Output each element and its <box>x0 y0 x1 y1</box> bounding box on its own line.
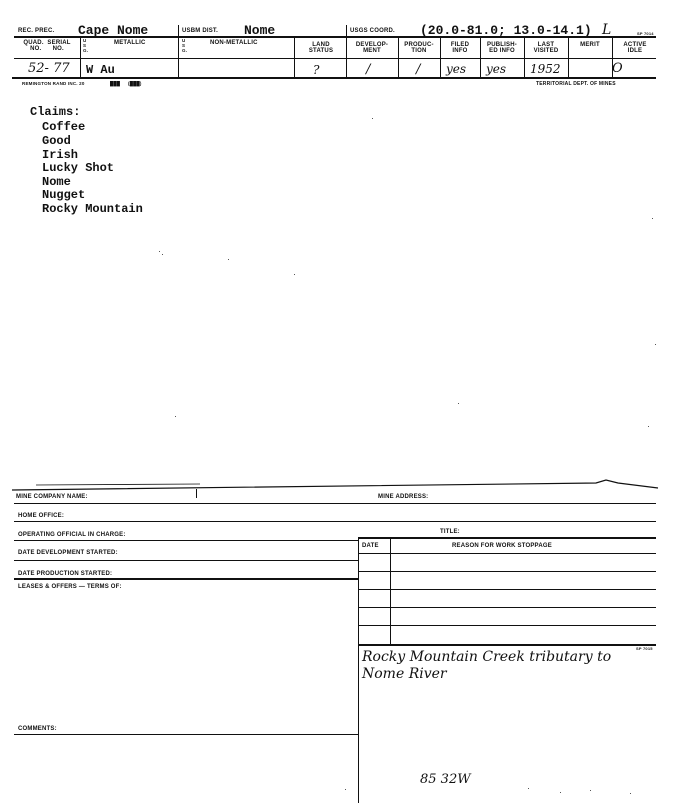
date-production-label: DATE PRODUCTION STARTED: <box>18 571 113 577</box>
usbm-dist-label: USBM DIST. <box>182 28 219 34</box>
col-land-status: LAND STATUS <box>308 42 334 54</box>
usgs-coord-value: (20.0-81.0; 13.0-14.1) <box>420 23 592 38</box>
usbm-dist-value: Nome <box>244 23 276 38</box>
claim-item: Good <box>42 134 71 148</box>
col-published-info: PUBLISH- ED INFO <box>487 42 517 54</box>
date-development-label: DATE DEVELOPMENT STARTED: <box>18 550 118 556</box>
operating-official-label: OPERATING OFFICIAL IN CHARGE: <box>18 532 126 538</box>
quad-serial-value: 52- 77 <box>28 61 70 76</box>
form-rule <box>14 578 358 580</box>
development-value: / <box>366 62 371 77</box>
corner-mark: L <box>602 22 612 38</box>
handwritten-bottom-number: 85 32W <box>420 772 471 787</box>
col-metallic: METALLIC <box>114 40 146 46</box>
reason-column-label: REASON FOR WORK STOPPAGE <box>452 543 552 549</box>
form-rule <box>14 521 656 522</box>
section-divider <box>358 537 359 803</box>
metallic-value: W Au <box>86 63 115 77</box>
form-rule <box>14 503 656 504</box>
comments-label: COMMENTS: <box>18 726 57 732</box>
form-rule <box>358 537 656 539</box>
claim-item: Coffee <box>42 120 86 134</box>
claims-heading: Claims: <box>30 105 81 119</box>
scan-speck <box>648 426 649 427</box>
col-filed-info: FILED INFO <box>450 42 470 54</box>
stoppage-row-rule <box>358 644 656 646</box>
land-status-value: ? <box>313 63 320 77</box>
col-production: PRODUC- TION <box>404 42 434 54</box>
header-divider <box>178 25 179 77</box>
scan-speck <box>162 254 163 255</box>
filed-info-value: yes <box>446 62 467 76</box>
footer-right-imprint: TERRITORIAL DEPT. OF MINES <box>536 81 616 87</box>
scan-speck <box>630 793 631 794</box>
footer-left-imprint: REMINGTON RAND INC. 20 <box>22 81 85 86</box>
scan-speck <box>228 259 229 260</box>
column-divider <box>80 37 81 77</box>
claim-item: Lucky Shot <box>42 161 115 175</box>
form-rule <box>14 540 358 541</box>
header-sub-rule <box>14 58 656 59</box>
scan-speck <box>590 790 591 791</box>
scan-speck <box>652 218 653 219</box>
stoppage-row-rule <box>358 625 656 626</box>
claim-item: Nome <box>42 175 71 189</box>
scan-speck <box>372 118 373 119</box>
col-last-visited: LAST VISITED <box>533 42 559 54</box>
scan-speck <box>345 789 346 790</box>
form-rule <box>14 734 358 735</box>
date-column-label: DATE <box>362 543 379 549</box>
stoppage-row-rule <box>358 607 656 608</box>
form-rule <box>14 560 358 561</box>
header-bottom-rule <box>12 77 656 79</box>
form-code-bottom: SP 7015 <box>636 646 653 651</box>
scan-speck <box>294 274 295 275</box>
form-top-curve <box>0 474 678 496</box>
column-divider <box>294 37 295 77</box>
scan-speck <box>528 788 529 789</box>
home-office-label: HOME OFFICE: <box>18 513 65 519</box>
footer-left-mark: (███) <box>128 81 142 86</box>
stoppage-row-rule <box>358 553 656 554</box>
scan-speck <box>655 344 656 345</box>
field-divider <box>196 489 197 498</box>
claim-item: Rocky Mountain <box>42 202 143 216</box>
handwritten-note: Rocky Mountain Creek tributary to <box>362 649 612 665</box>
col-merit: MERIT <box>580 42 600 48</box>
mine-address-label: MINE ADDRESS: <box>378 494 429 500</box>
usgs-coord-label: USGS COORD. <box>350 28 395 34</box>
last-visited-value: 1952 <box>530 62 561 76</box>
col-nonmetallic: NON-METALLIC <box>210 40 258 46</box>
stoppage-row-rule <box>358 589 656 590</box>
scan-speck <box>458 403 459 404</box>
handwritten-note: Nome River <box>362 666 447 682</box>
claim-item: Nugget <box>42 188 86 202</box>
scan-speck <box>159 251 160 252</box>
production-value: / <box>416 62 421 77</box>
mine-company-name-label: MINE COMPANY NAME: <box>16 494 88 500</box>
footer-left-mark: ███ <box>110 81 121 86</box>
leases-label: LEASES & OFFERS — TERMS OF: <box>18 584 122 590</box>
rec-prec-value: Cape Nome <box>78 23 149 38</box>
col-usgs-metallic: U S G. <box>83 38 89 53</box>
published-info-value: yes <box>486 62 507 76</box>
col-quad-serial: QUAD. SERIAL NO. NO. <box>23 40 71 52</box>
col-active-idle: ACTIVE IDLE <box>623 42 647 54</box>
scan-speck <box>175 416 176 417</box>
col-usgs-nonmetallic: U S G. <box>182 38 188 53</box>
claim-item: Irish <box>42 148 79 162</box>
col-development: DEVELOP- MENT <box>355 42 389 54</box>
active-idle-value: O <box>612 61 623 76</box>
stoppage-row-rule <box>358 571 656 572</box>
form-code-top: SP 7014 <box>637 31 654 36</box>
rec-prec-label: REC. PREC. <box>18 28 55 34</box>
scan-speck <box>560 792 561 793</box>
title-label: TITLE: <box>440 529 460 535</box>
